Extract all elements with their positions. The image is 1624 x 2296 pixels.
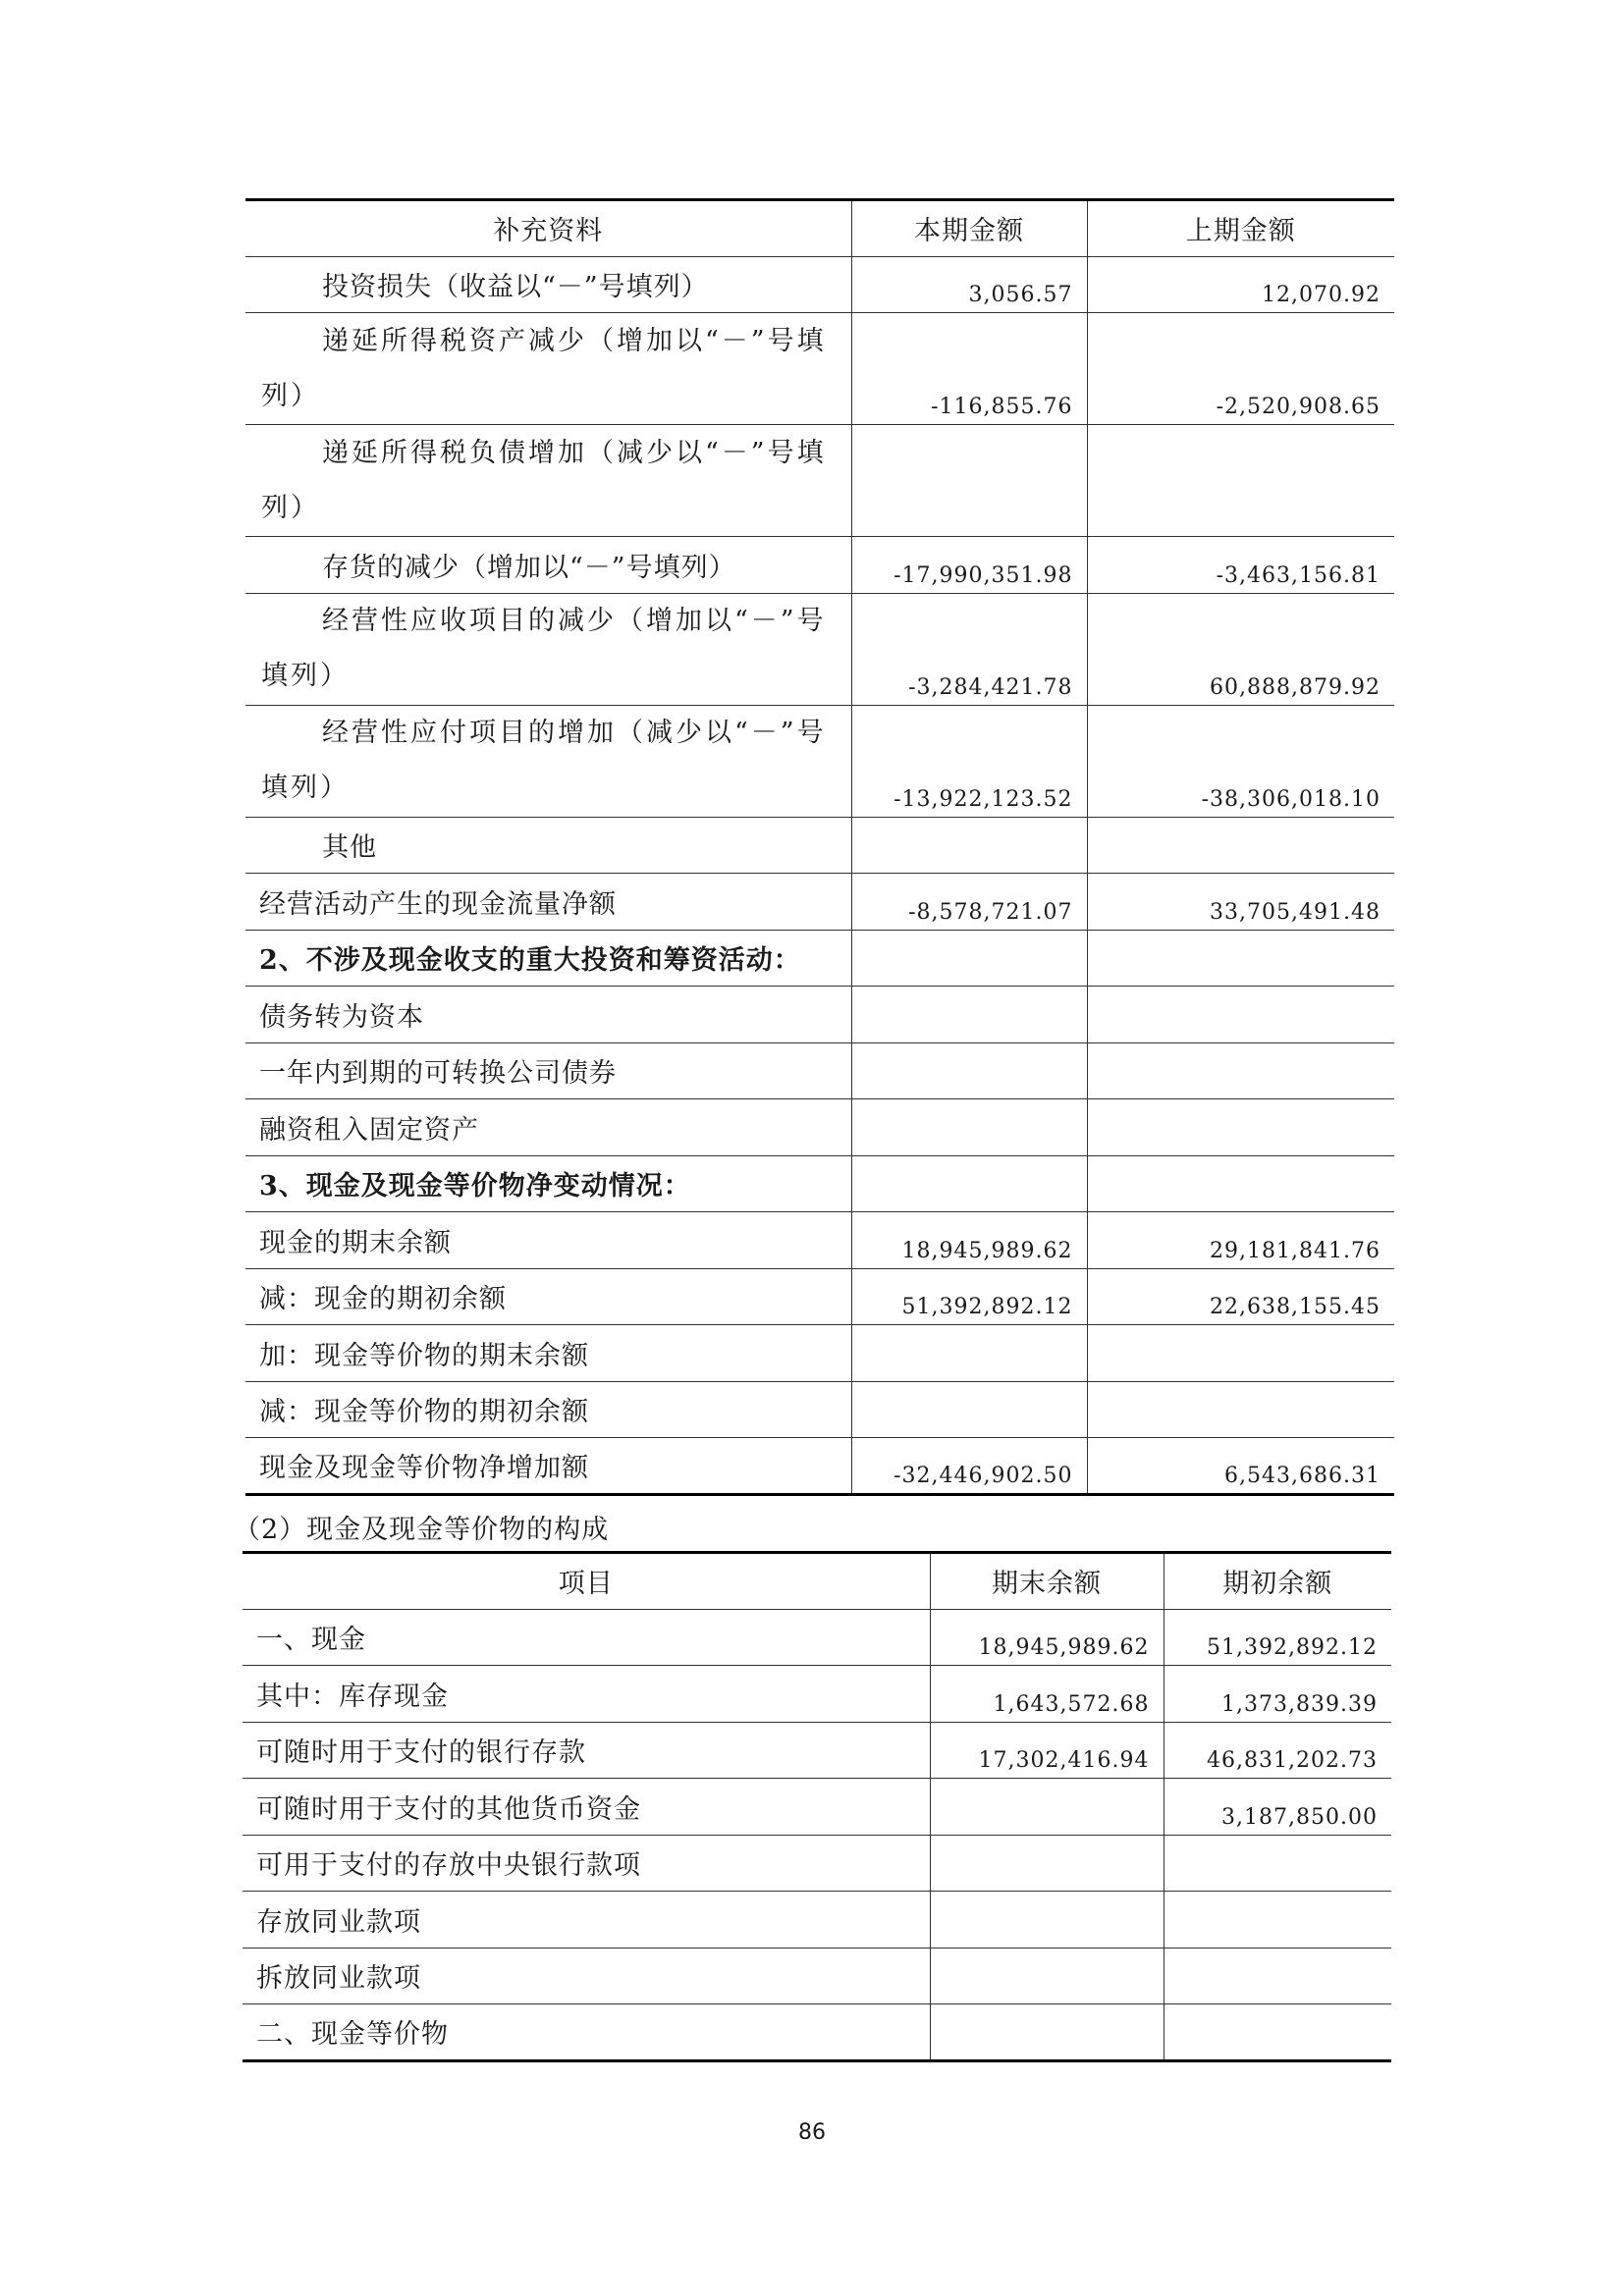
table-row xyxy=(243,1609,1391,1666)
header-beginning-balance: 期初余额 xyxy=(1164,1553,1391,1610)
table-row xyxy=(245,705,1394,817)
table-row xyxy=(245,1381,1394,1438)
prior-period-amount xyxy=(1087,1155,1394,1212)
current-period-amount xyxy=(851,425,1087,537)
table-header-row xyxy=(243,1553,1391,1610)
row-label: 可随时用于支付的银行存款 xyxy=(243,1722,930,1779)
beginning-balance xyxy=(1164,1892,1391,1949)
table-row xyxy=(245,313,1394,425)
current-period-amount xyxy=(851,1325,1087,1382)
beginning-balance: 3,187,850.00 xyxy=(1164,1779,1391,1836)
table-row xyxy=(243,2004,1391,2061)
supplementary-cash-flow-table xyxy=(245,198,1394,1496)
prior-period-amount xyxy=(1087,1381,1394,1438)
table-row xyxy=(245,1268,1394,1325)
beginning-balance: 51,392,892.12 xyxy=(1164,1609,1391,1666)
current-period-amount: -3,284,421.78 xyxy=(851,593,1087,705)
current-period-amount xyxy=(851,987,1087,1043)
row-label: 一、现金 xyxy=(243,1609,930,1666)
table-header-row xyxy=(245,200,1394,257)
beginning-balance: 46,831,202.73 xyxy=(1164,1722,1391,1779)
beginning-balance xyxy=(1164,1835,1391,1892)
current-period-amount: -32,446,902.50 xyxy=(851,1438,1087,1495)
table-row xyxy=(245,987,1394,1043)
table-row xyxy=(245,1212,1394,1269)
row-label: 可用于支付的存放中央银行款项 xyxy=(243,1835,930,1892)
row-label: 现金的期末余额 xyxy=(245,1212,851,1269)
current-period-amount xyxy=(851,1042,1087,1099)
table-row xyxy=(245,1325,1394,1382)
table-row xyxy=(245,930,1394,987)
header-current-period-amount: 本期金额 xyxy=(851,200,1087,257)
table-row xyxy=(243,1892,1391,1949)
current-period-amount xyxy=(851,1099,1087,1156)
prior-period-amount xyxy=(1087,425,1394,537)
row-label: 3、现金及现金等价物净变动情况： xyxy=(245,1155,851,1212)
row-label: 现金及现金等价物净增加额 xyxy=(245,1438,851,1495)
current-period-amount xyxy=(851,930,1087,987)
row-label: 经营性应付项目的增加（减少以“－”号填列） xyxy=(245,705,851,817)
row-label: 经营活动产生的现金流量净额 xyxy=(245,874,851,931)
row-label: 减：现金等价物的期初余额 xyxy=(245,1381,851,1438)
current-period-amount xyxy=(851,1155,1087,1212)
table-row xyxy=(245,1155,1394,1212)
ending-balance xyxy=(930,1948,1164,2004)
row-label: 融资租入固定资产 xyxy=(245,1099,851,1156)
ending-balance xyxy=(930,1892,1164,1949)
row-label: 存货的减少（增加以“－”号填列） xyxy=(245,537,851,594)
current-period-amount: -8,578,721.07 xyxy=(851,874,1087,931)
table-row xyxy=(245,874,1394,931)
row-label: 递延所得税资产减少（增加以“－”号填列） xyxy=(245,313,851,425)
prior-period-amount: -38,306,018.10 xyxy=(1087,705,1394,817)
header-item: 项目 xyxy=(243,1553,930,1610)
table-row xyxy=(245,1438,1394,1495)
prior-period-amount xyxy=(1087,930,1394,987)
table-row xyxy=(245,537,1394,594)
row-label: 其中：库存现金 xyxy=(243,1666,930,1723)
row-label: 存放同业款项 xyxy=(243,1892,930,1949)
table-row xyxy=(243,1835,1391,1892)
current-period-amount: -116,855.76 xyxy=(851,313,1087,425)
row-label: 一年内到期的可转换公司债券 xyxy=(245,1042,851,1099)
prior-period-amount: -2,520,908.65 xyxy=(1087,313,1394,425)
table-row xyxy=(245,817,1394,874)
ending-balance: 18,945,989.62 xyxy=(930,1609,1164,1666)
table-row xyxy=(243,1666,1391,1723)
table-row xyxy=(245,256,1394,313)
row-label: 2、不涉及现金收支的重大投资和筹资活动： xyxy=(245,930,851,987)
ending-balance: 1,643,572.68 xyxy=(930,1666,1164,1723)
current-period-amount xyxy=(851,1381,1087,1438)
current-period-amount: 3,056.57 xyxy=(851,256,1087,313)
current-period-amount xyxy=(851,817,1087,874)
prior-period-amount xyxy=(1087,1325,1394,1382)
header-prior-period-amount: 上期金额 xyxy=(1087,200,1394,257)
row-label: 其他 xyxy=(245,817,851,874)
beginning-balance xyxy=(1164,2004,1391,2061)
header-supplementary-info: 补充资料 xyxy=(245,200,851,257)
current-period-amount: 51,392,892.12 xyxy=(851,1268,1087,1325)
table-row xyxy=(245,1042,1394,1099)
row-label: 递延所得税负债增加（减少以“－”号填列） xyxy=(245,425,851,537)
cash-equivalents-composition-table xyxy=(243,1551,1391,2062)
table-row xyxy=(245,1099,1394,1156)
ending-balance: 17,302,416.94 xyxy=(930,1722,1164,1779)
current-period-amount: 18,945,989.62 xyxy=(851,1212,1087,1269)
row-label: 投资损失（收益以“－”号填列） xyxy=(245,256,851,313)
prior-period-amount xyxy=(1087,1099,1394,1156)
row-label: 二、现金等价物 xyxy=(243,2004,930,2061)
ending-balance xyxy=(930,1779,1164,1836)
section-caption: （2）现金及现金等价物的构成 xyxy=(234,1515,610,1545)
prior-period-amount: -3,463,156.81 xyxy=(1087,537,1394,594)
row-label: 拆放同业款项 xyxy=(243,1948,930,2004)
prior-period-amount: 60,888,879.92 xyxy=(1087,593,1394,705)
beginning-balance xyxy=(1164,1948,1391,2004)
row-label: 加：现金等价物的期末余额 xyxy=(245,1325,851,1382)
header-ending-balance: 期末余额 xyxy=(930,1553,1164,1610)
table-row xyxy=(245,593,1394,705)
row-label: 债务转为资本 xyxy=(245,987,851,1043)
current-period-amount: -17,990,351.98 xyxy=(851,537,1087,594)
prior-period-amount: 29,181,841.76 xyxy=(1087,1212,1394,1269)
prior-period-amount: 33,705,491.48 xyxy=(1087,874,1394,931)
table-row xyxy=(245,425,1394,537)
prior-period-amount: 6,543,686.31 xyxy=(1087,1438,1394,1495)
prior-period-amount: 22,638,155.45 xyxy=(1087,1268,1394,1325)
ending-balance xyxy=(930,2004,1164,2061)
ending-balance xyxy=(930,1835,1164,1892)
table-row xyxy=(243,1948,1391,2004)
table-row xyxy=(243,1779,1391,1836)
current-period-amount: -13,922,123.52 xyxy=(851,705,1087,817)
prior-period-amount: 12,070.92 xyxy=(1087,256,1394,313)
row-label: 可随时用于支付的其他货币资金 xyxy=(243,1779,930,1836)
beginning-balance: 1,373,839.39 xyxy=(1164,1666,1391,1723)
row-label: 经营性应收项目的减少（增加以“－”号填列） xyxy=(245,593,851,705)
page-number: 86 xyxy=(798,2120,826,2145)
prior-period-amount xyxy=(1087,1042,1394,1099)
row-label: 减：现金的期初余额 xyxy=(245,1268,851,1325)
prior-period-amount xyxy=(1087,987,1394,1043)
prior-period-amount xyxy=(1087,817,1394,874)
table-row xyxy=(243,1722,1391,1779)
